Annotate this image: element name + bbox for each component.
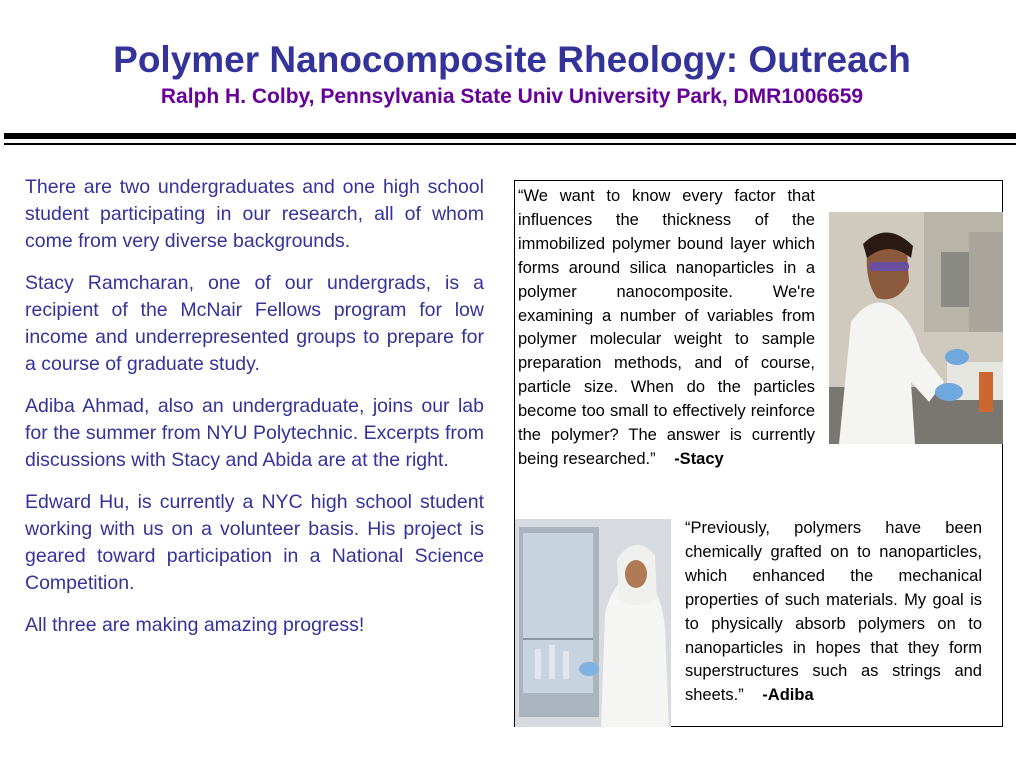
paragraph-stacy: Stacy Ramcharan, one of our undergrads, is a recipient of the McNair Fellows program for low income and underrepresented groups to prepare for a course of graduate study.	[25, 272, 484, 375]
quote-stacy	[518, 185, 815, 472]
quote-adiba	[685, 517, 982, 708]
paragraph-edward: Edward Hu, is currently a NYC high school student working with us on a volunteer basis. His project is geared toward participation in a National Science Competition.	[25, 491, 484, 594]
paragraph-progress: All three are making amazing progress!	[25, 614, 365, 636]
photo-adiba-at-fume-hood	[515, 519, 671, 727]
photo-adiba-illustration	[515, 519, 671, 727]
divider-thin	[4, 143, 1016, 145]
divider-thick	[4, 133, 1016, 139]
quotes-panel	[514, 180, 1003, 727]
quote-stacy-text: “We want to know every factor that influences the thickness of the immobilized polymer bound layer which forms around silica nanoparticles in a polymer nanocomposite. We're examining a number of variables from polymer molecular weight to sample preparation methods, and of course, particle size. When do the particles become too small to effectively reinforce the polymer? The answer is currently being researched.”	[518, 187, 815, 468]
photo-stacy-in-lab	[829, 212, 1003, 444]
slide-subtitle: Ralph H. Colby, Pennsylvania State Univ University Park, DMR1006659	[160, 85, 864, 108]
paragraph-undergraduates: There are two undergraduates and one high school student participating in our research, all of whom come from very diverse backgrounds.	[25, 176, 484, 252]
quote-stacy-attribution: -Stacy	[674, 449, 724, 468]
photo-stacy-illustration	[829, 212, 1003, 444]
body-text-column	[25, 174, 484, 654]
quote-adiba-text: “Previously, polymers have been chemically grafted on to nanoparticles, which enhanced the mechanical properties of such materials. My goal is to physically absorb polymers on to nanoparticles in hopes that they form superstructures such as strings and sheets.”	[685, 519, 982, 705]
paragraph-adiba: Adiba Ahmad, also an undergraduate, joins our lab for the summer from NYU Polytechnic. Excerpts from discussions with Stacy and Abida are at the right.	[25, 395, 484, 471]
quote-adiba-attribution: -Adiba	[762, 686, 814, 705]
slide-title: Polymer Nanocomposite Rheology: Outreach	[113, 39, 911, 80]
